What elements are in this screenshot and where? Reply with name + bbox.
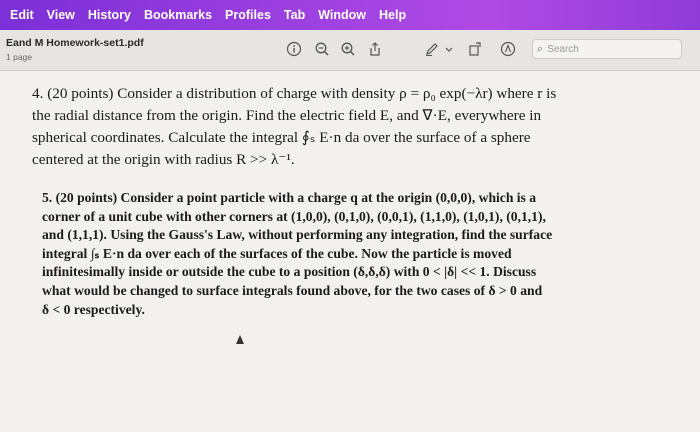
problem-4-line: 4. (20 points) Consider a distribution of charge with density ρ = ρ₀ exp(−λr) where r is — [32, 85, 557, 102]
menu-tab[interactable]: Tab — [283, 8, 306, 22]
problem-5-line: 5. (20 points) Consider a point particle with a charge q at the origin (0,0,0), which is a — [42, 190, 537, 205]
problem-5-line: what would be changed to surface integrals found above, for the two cases of δ > 0 and — [42, 282, 543, 298]
document-title: Eand M Homework-set1.pdf — [6, 37, 144, 49]
problem-5 — [42, 189, 662, 319]
menu-bar — [0, 0, 700, 30]
share-icon[interactable] — [367, 41, 383, 57]
search-icon: ⌕ — [537, 42, 544, 55]
problem-5-line: integral ∫ₛ E·n da over each of the surfaces of the cube. Now the particle is moved — [42, 245, 512, 261]
problem-4-line: centered at the origin with radius R >> λ⁻¹. — [32, 151, 295, 168]
menu-bookmarks[interactable]: Bookmarks — [143, 8, 213, 22]
pdf-page — [0, 71, 700, 432]
problem-4-line: spherical coordinates. Calculate the integral ∮ₛ E·n da over the surface of a sphere — [32, 129, 531, 146]
menu-window[interactable]: Window — [318, 8, 366, 22]
chevron-down-icon[interactable] — [443, 41, 455, 57]
problem-4 — [32, 83, 672, 171]
problem-5-line: and (1,1,1). Using the Gauss's Law, without performing any integration, find the surface — [42, 227, 553, 243]
mouse-cursor-icon — [236, 335, 244, 344]
zoom-out-icon[interactable] — [314, 41, 330, 57]
markup-pen-icon[interactable] — [424, 41, 440, 57]
page-count: 1 page — [6, 52, 32, 62]
problem-5-line: infinitesimally inside or outside the cube to a position (δ,δ,δ) with 0 < |δ| << 1. Discuss — [42, 264, 537, 280]
search-field[interactable] — [532, 39, 682, 59]
menu-help[interactable]: Help — [379, 8, 407, 22]
problem-5-line: corner of a unit cube with other corners at (1,0,0), (0,1,0), (0,0,1), (1,1,0), (1,0,1), (0,1,1), — [42, 208, 546, 224]
info-icon[interactable] — [286, 41, 302, 57]
menu-view[interactable]: View — [46, 8, 75, 22]
menu-history[interactable]: History — [87, 8, 131, 22]
menu-profiles[interactable]: Profiles — [225, 8, 271, 22]
annotate-icon[interactable] — [500, 41, 516, 57]
zoom-in-icon[interactable] — [340, 41, 356, 57]
problem-4-line: the radial distance from the origin. Find the electric field E, and ∇·E, everywhere in — [32, 107, 542, 124]
rotate-icon[interactable] — [467, 41, 483, 57]
viewer-toolbar — [0, 30, 700, 71]
search-placeholder: Search — [547, 43, 579, 55]
menu-edit[interactable]: Edit — [10, 8, 34, 22]
problem-5-line: δ < 0 respectively. — [42, 301, 145, 317]
